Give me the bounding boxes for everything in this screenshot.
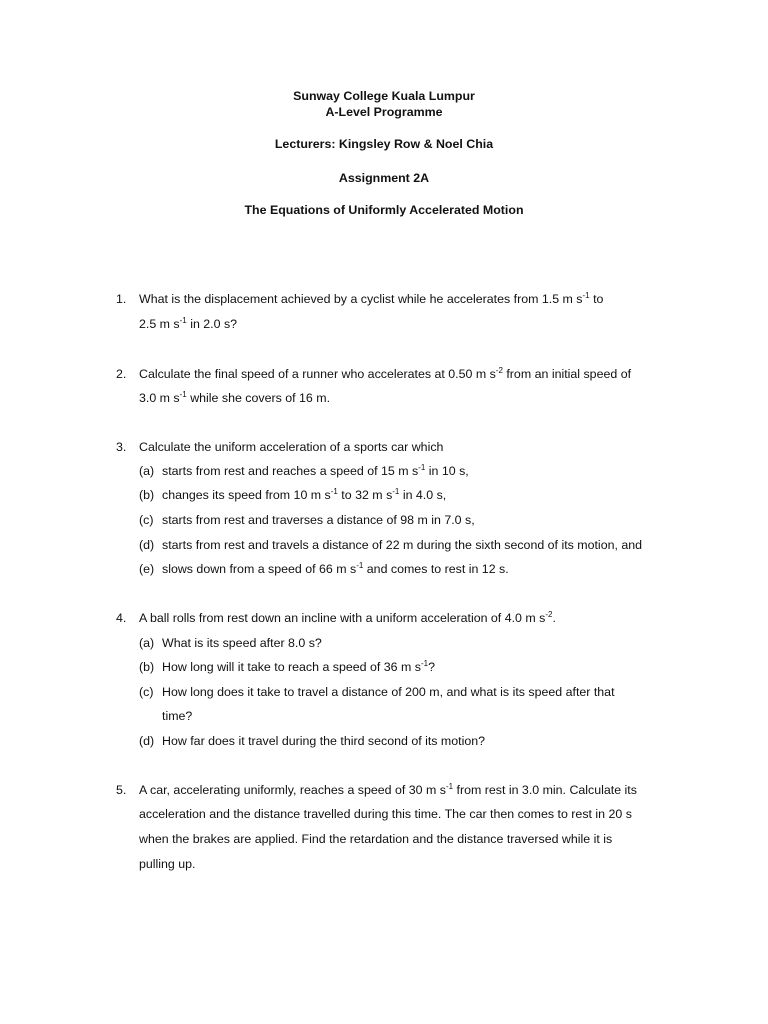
subpart-text: What is its speed after 8.0 s? [162,636,322,650]
text-segment: in 2.0 s? [186,317,238,331]
text-segment: . [552,611,556,625]
lecturers-line: Lecturers: Kingsley Row & Noel Chia [274,137,494,151]
text-segment: while she covers of 16 m. [186,391,331,405]
superscript: -2 [495,366,503,375]
assignment-title: Assignment 2A [338,171,430,185]
subpart-text: starts from rest and traverses a distance of 98 m in 7.0 s, [162,513,475,527]
text-segment: What is the displacement achieved by a cyclist while he accelerates from 1.5 m s [139,292,583,306]
text-segment: in 4.0 s, [399,488,447,502]
text-segment: starts from rest and reaches a speed of 15 m s [162,464,419,478]
text-segment: to [589,292,604,306]
subpart-text: time? [162,709,193,723]
text-segment: from rest in 3.0 min. Calculate its [453,783,637,797]
superscript: -1 [420,659,429,668]
superscript: -1 [330,487,338,496]
text-segment: 3.0 m s [139,391,180,405]
question-text-line [139,316,237,332]
text-segment: Calculate the final speed of a runner who accelerates at 0.50 m s [139,367,496,381]
subpart-label: (c) [139,685,154,699]
text-segment: slows down from a speed of 66 m s [162,562,357,576]
question-stem: Calculate the uniform acceleration of a sports car which [139,440,444,454]
text-segment: A ball rolls from rest down an incline with a uniform acceleration of 4.0 m s [139,611,546,625]
superscript: -1 [418,463,426,472]
question-number: 5. [116,783,127,797]
question-text-line [139,390,330,406]
question-text-line [139,291,603,307]
superscript: -1 [445,782,454,791]
superscript: -1 [179,316,187,325]
subpart-text: How far does it travel during the third second of its motion? [162,734,486,748]
document-title: The Equations of Uniformly Accelerated Motion [244,203,524,217]
superscript: -1 [179,390,187,399]
subpart-label: (c) [139,513,154,527]
subpart-label: (e) [139,562,155,576]
subpart-label: (b) [139,660,155,674]
question-number: 4. [116,611,127,625]
subpart-text [162,487,446,503]
question-number: 2. [116,367,127,381]
subpart-label: (d) [139,734,155,748]
question-text-line: pulling up. [139,857,196,871]
question-text-line: when the brakes are applied. Find the retardation and the distance traversed while it is [139,832,613,846]
college-name: Sunway College Kuala Lumpur [293,89,475,103]
question-text-line: acceleration and the distance travelled during this time. The car then comes to rest in 20 s [139,807,632,821]
text-segment: to 32 m s [337,488,393,502]
subpart-text [162,463,469,479]
programme-name: A-Level Programme [325,105,443,119]
text-segment: How long will it take to reach a speed of 36 m s [162,660,421,674]
question-text-line [139,782,637,798]
superscript: -2 [545,610,553,619]
text-segment: changes its speed from 10 m s [162,488,331,502]
subpart-text [162,659,435,675]
text-segment: from an initial speed of [502,367,632,381]
superscript: -1 [582,291,590,300]
text-segment: in 10 s, [425,464,469,478]
superscript: -1 [356,561,364,570]
subpart-label: (b) [139,488,155,502]
subpart-text: How long does it take to travel a distance of 200 m, and what is its speed after that [162,685,615,699]
subpart-label: (a) [139,636,155,650]
text-segment: and comes to rest in 12 s. [363,562,509,576]
superscript: -1 [392,487,400,496]
question-number: 3. [116,440,127,454]
subpart-label: (d) [139,538,155,552]
subpart-label: (a) [139,464,155,478]
question-text-line [139,366,631,382]
text-segment: 2.5 m s [139,317,180,331]
subpart-text: starts from rest and travels a distance of 22 m during the sixth second of its motion, and [162,538,643,552]
question-number: 1. [116,292,127,306]
subpart-text [162,561,509,577]
question-stem [139,610,556,626]
text-segment: A car, accelerating uniformly, reaches a speed of 30 m s [139,783,446,797]
text-segment: ? [428,660,435,674]
